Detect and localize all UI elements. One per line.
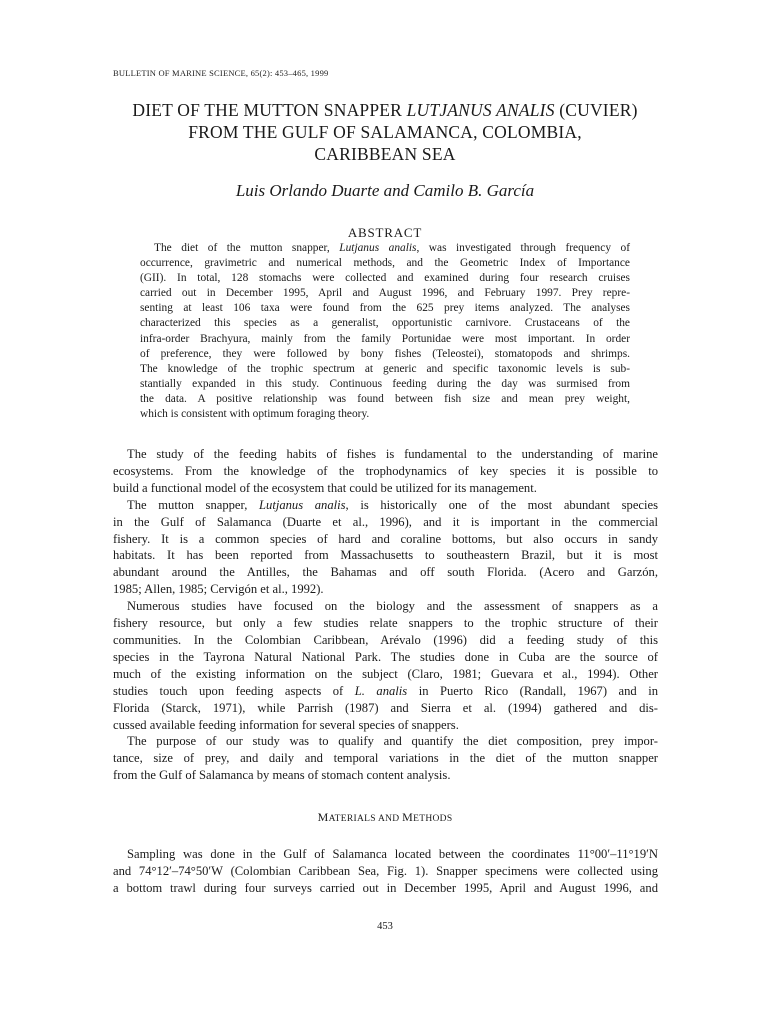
text-line [113,649,658,666]
line-text: , is historically one of the most abundant species [345,497,658,512]
text-line [113,700,658,717]
title-line-2: FROM THE GULF OF SALAMANCA, COLOMBIA, [188,122,582,142]
line-text: Sampling was done in the Gulf of Salamanca located between the coordinates 11°00′–11°19′N [127,847,658,861]
text-line [140,362,630,377]
line-text: and 74°12′–74°50′W (Colombian Caribbean Sea, Fig. 1). Snapper specimens were collected using [113,863,658,878]
text-line [140,271,630,286]
text-line [113,446,658,463]
line-text: The knowledge of the trophic spectrum at generic and specific taxonomic levels is sub- [140,362,630,375]
line-text: in the Gulf of Salamanca (Duarte et al., 1996), and it is important in the commercial [113,514,658,529]
text-line [113,846,658,863]
text-line [113,863,658,880]
text-line [113,547,658,564]
text-line [140,256,630,271]
line-text: build a functional model of the ecosystem that could be utilized for its management. [113,480,537,495]
journal-header: BULLETIN OF MARINE SCIENCE, 65(2): 453–465, 1999 [113,68,329,78]
line-text: characterized this species as a generalist, opportunistic carnivore. Crustaceans of the [140,317,630,330]
heading-smallcaps: ATERIALS AND [328,814,403,824]
line-text: The study of the feeding habits of fishes is fundamental to the understanding of marine [127,447,658,461]
text-line [140,407,630,422]
text-line [140,392,630,407]
heading-cap: M [317,810,329,824]
text-line [113,632,658,649]
text-line [113,615,658,632]
article-title [80,99,690,165]
text-line [140,316,630,331]
text-line [113,733,658,750]
text-line [113,531,658,548]
line-text: The purpose of our study was to qualify and quantify the diet composition, prey impor- [127,734,658,749]
line-text: fishery resource, but only a few studies relate snappers to the trophic structure of their [113,616,658,631]
title-line-1-author: (CUVIER) [554,100,638,120]
line-text: in Puerto Rico (Randall, 1967) and in [407,683,659,698]
line-text: a bottom trawl during four surveys carried out in December 1995, April and August 1996, and [113,880,658,895]
line-text: abundant around the Antilles, the Bahamas and off south Florida. (Acero and Garzón, [113,565,658,580]
text-line [113,717,658,734]
text-line [113,463,658,480]
line-text: from the Gulf of Salamanca by means of stomach content analysis. [113,768,451,783]
text-line [113,880,658,897]
line-text: The mutton snapper, [127,497,260,512]
methods-text [113,846,658,897]
line-text: communities. In the Colombian Caribbean, Arévalo (1996) did a feeding study of this [113,632,658,647]
title-line-3: CARIBBEAN SEA [314,144,456,164]
line-text: infra-order Brachyura, mainly from the family Portunidae were most important. In order [140,332,630,345]
line-text: senting at least 106 taxa were found from the 625 prey items analyzed. The analyses [140,302,630,315]
text-line [113,480,658,497]
title-line-1 [80,99,690,121]
heading-cap: M [402,810,414,824]
text-line [113,514,658,531]
line-text: much of the existing information on the subject (Claro, 1981; Guevara et al., 1994). Other [113,666,658,681]
line-text: cussed available feeding information for several species of snappers. [113,717,459,732]
text-line [140,301,630,316]
line-text: occurrence, gravimetric and numerical methods, and the Geometric Index of Importance [140,257,630,270]
page-number: 453 [377,921,393,932]
species-name: Lutjanus analis [259,497,346,512]
line-text: The diet of the mutton snapper, [154,242,340,254]
line-text: studies touch upon feeding aspects of [113,683,355,698]
author-names: Luis Orlando Duarte and Camilo B. García [235,181,535,200]
line-text: 1985; Allen, 1985; Cervigón et al., 1992). [113,582,324,597]
line-text: , was investigated through frequency of [416,242,630,254]
line-text: Florida (Starck, 1971), while Parrish (1987) and Sierra et al. (1994) gathered and dis- [113,700,658,715]
line-text: stantially expanded in this study. Continuous feeding during the day was surmised from [140,377,630,390]
text-line [113,564,658,581]
species-name: L. analis [354,683,408,698]
text-line [113,581,658,598]
line-text: fishery. It is a common species of hard and coraline bottoms, but also occurs in sandy [113,531,658,546]
text-line [113,666,658,683]
line-text: species in the Tayrona Natural National Park. The studies done in Cuba are the source of [113,649,658,664]
line-text: ecosystems. From the knowledge of the trophodynamics of key species it is possible to [113,463,658,478]
text-line [140,347,630,362]
line-text: tance, size of prey, and daily and temporal variations in the diet of the mutton snapper [113,751,658,766]
title-line-1-text: DIET OF THE MUTTON SNAPPER [132,100,407,120]
line-text: of preference, they were followed by bony fishes (Teleostei), stomatopods and shrimps. [140,347,630,360]
line-text: the data. A positive relationship was found between fish size and mean prey weight, [140,392,630,405]
line-text: (GII). In total, 128 stomachs were collected and examined during four research cruises [140,272,630,285]
text-line [113,767,658,784]
text-line [140,286,630,301]
text-line [140,332,630,347]
title-species-name: LUTJANUS ANALIS [406,100,555,120]
line-text: which is consistent with optimum foraging theory. [140,408,370,421]
text-line [140,241,630,256]
line-text: Numerous studies have focused on the biology and the assessment of snappers as a [127,599,658,614]
species-name: Lutjanus analis [339,242,417,254]
text-line [113,683,658,700]
abstract-heading: ABSTRACT [347,225,423,240]
text-line [140,377,630,392]
text-line [113,598,658,615]
section-heading-materials-methods [80,810,690,825]
abstract-text [140,241,630,422]
text-line [113,750,658,767]
line-text: habitats. It has been reported from Massachusetts to southeastern Brazil, but it is most [113,548,658,563]
heading-smallcaps: ETHODS [413,814,453,824]
line-text: carried out in December 1995, April and August 1996, and February 1997. Prey repre- [140,287,630,300]
text-line [113,497,658,514]
introduction-text [113,446,658,784]
